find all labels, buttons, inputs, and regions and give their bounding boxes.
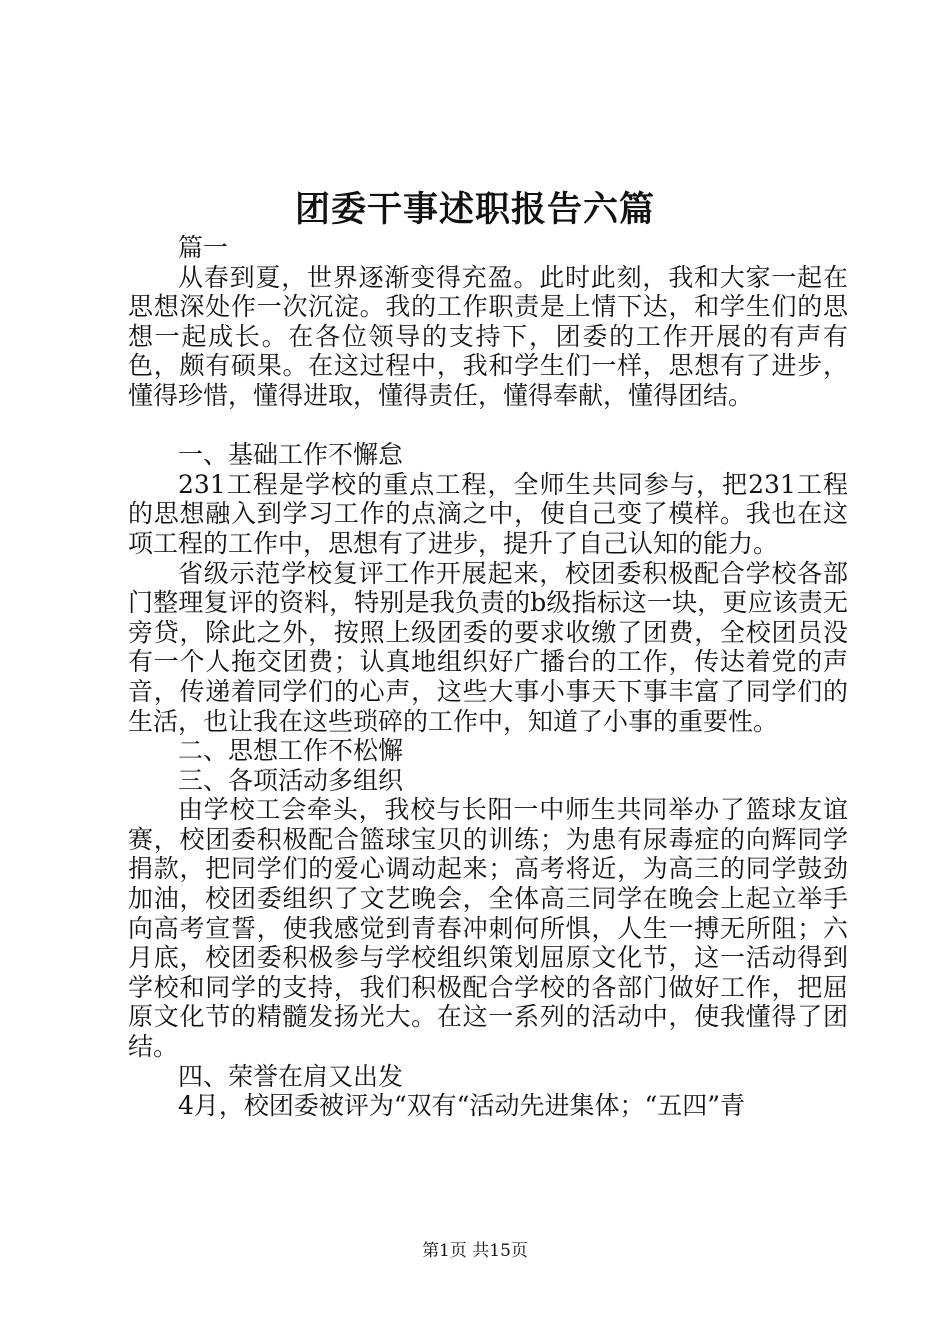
paragraph-honors: 4月，校团委被评为“双有“活动先进集体；“五四”青 [178, 1091, 746, 1121]
heading-activities: 三、各项活动多组织 [178, 765, 404, 795]
document-body [128, 233, 848, 1121]
paragraph-231-project: 231工程是学校的重点工程，全师生共同参与，把231工程的思想融入到学习工作的点滴之中，使自己变了模样。我也在这项工程的工作中，思想有了进步，提升了自己认知的能力。 [128, 469, 848, 558]
page-footer: 第1页 共15页 [422, 1241, 528, 1261]
heading-basic-work: 一、基础工作不懈怠 [178, 440, 404, 470]
heading-ideological-work: 二、思想工作不松懈 [178, 736, 404, 766]
paragraph-activities: 由学校工会牵头，我校与长阳一中师生共同举办了篮球友谊赛，校团委积极配合篮球宝贝的训练；为患有尿毒症的向辉同学捐款，把同学们的爱心调动起来；高考将近，为高三的同学鼓劲加油，校团委组织了文艺晚会，全体高三同学在晚会上起立举手向高考宣誓，使我感觉到青春冲刺何所惧，人生一搏无所阻；六月底，校团委积极参与学校组织策划屈原文化节，这一活动得到学校和同学的支持，我们积极配合学校的各部门做好工作，把屈原文化节的精髓发扬光大。在这一系列的活动中，使我懂得了团结。 [128, 795, 848, 1062]
heading-honors: 四、荣誉在肩又出发 [178, 1061, 404, 1091]
section-label: 篇一 [178, 233, 229, 262]
paragraph-gap [128, 411, 848, 441]
document-title: 团委干事述职报告六篇 [294, 189, 655, 230]
intro-paragraph: 从春到夏，世界逐渐变得充盈。此时此刻，我和大家一起在思想深处作一次沉淀。我的工作职责是上情下达，和学生们的思想一起成长。在各位领导的支持下，团委的工作开展的有声有色，颇有硕果。在这过程中，我和学生们一样，思想有了进步，懂得珍惜，懂得进取，懂得责任，懂得奉献，懂得团结。 [128, 262, 848, 410]
paragraph-provincial-review: 省级示范学校复评工作开展起来，校团委积极配合学校各部门整理复评的资料，特别是我负责的b级指标这一块，更应该责无旁贷，除此之外，按照上级团委的要求收缴了团费，全校团员没有一个人拖交团费；认真地组织好广播台的工作，传达着党的声音，传递着同学们的心声，这些大事小事天下事丰富了同学们的生活，也让我在这些琐碎的工作中，知道了小事的重要性。 [128, 558, 848, 736]
